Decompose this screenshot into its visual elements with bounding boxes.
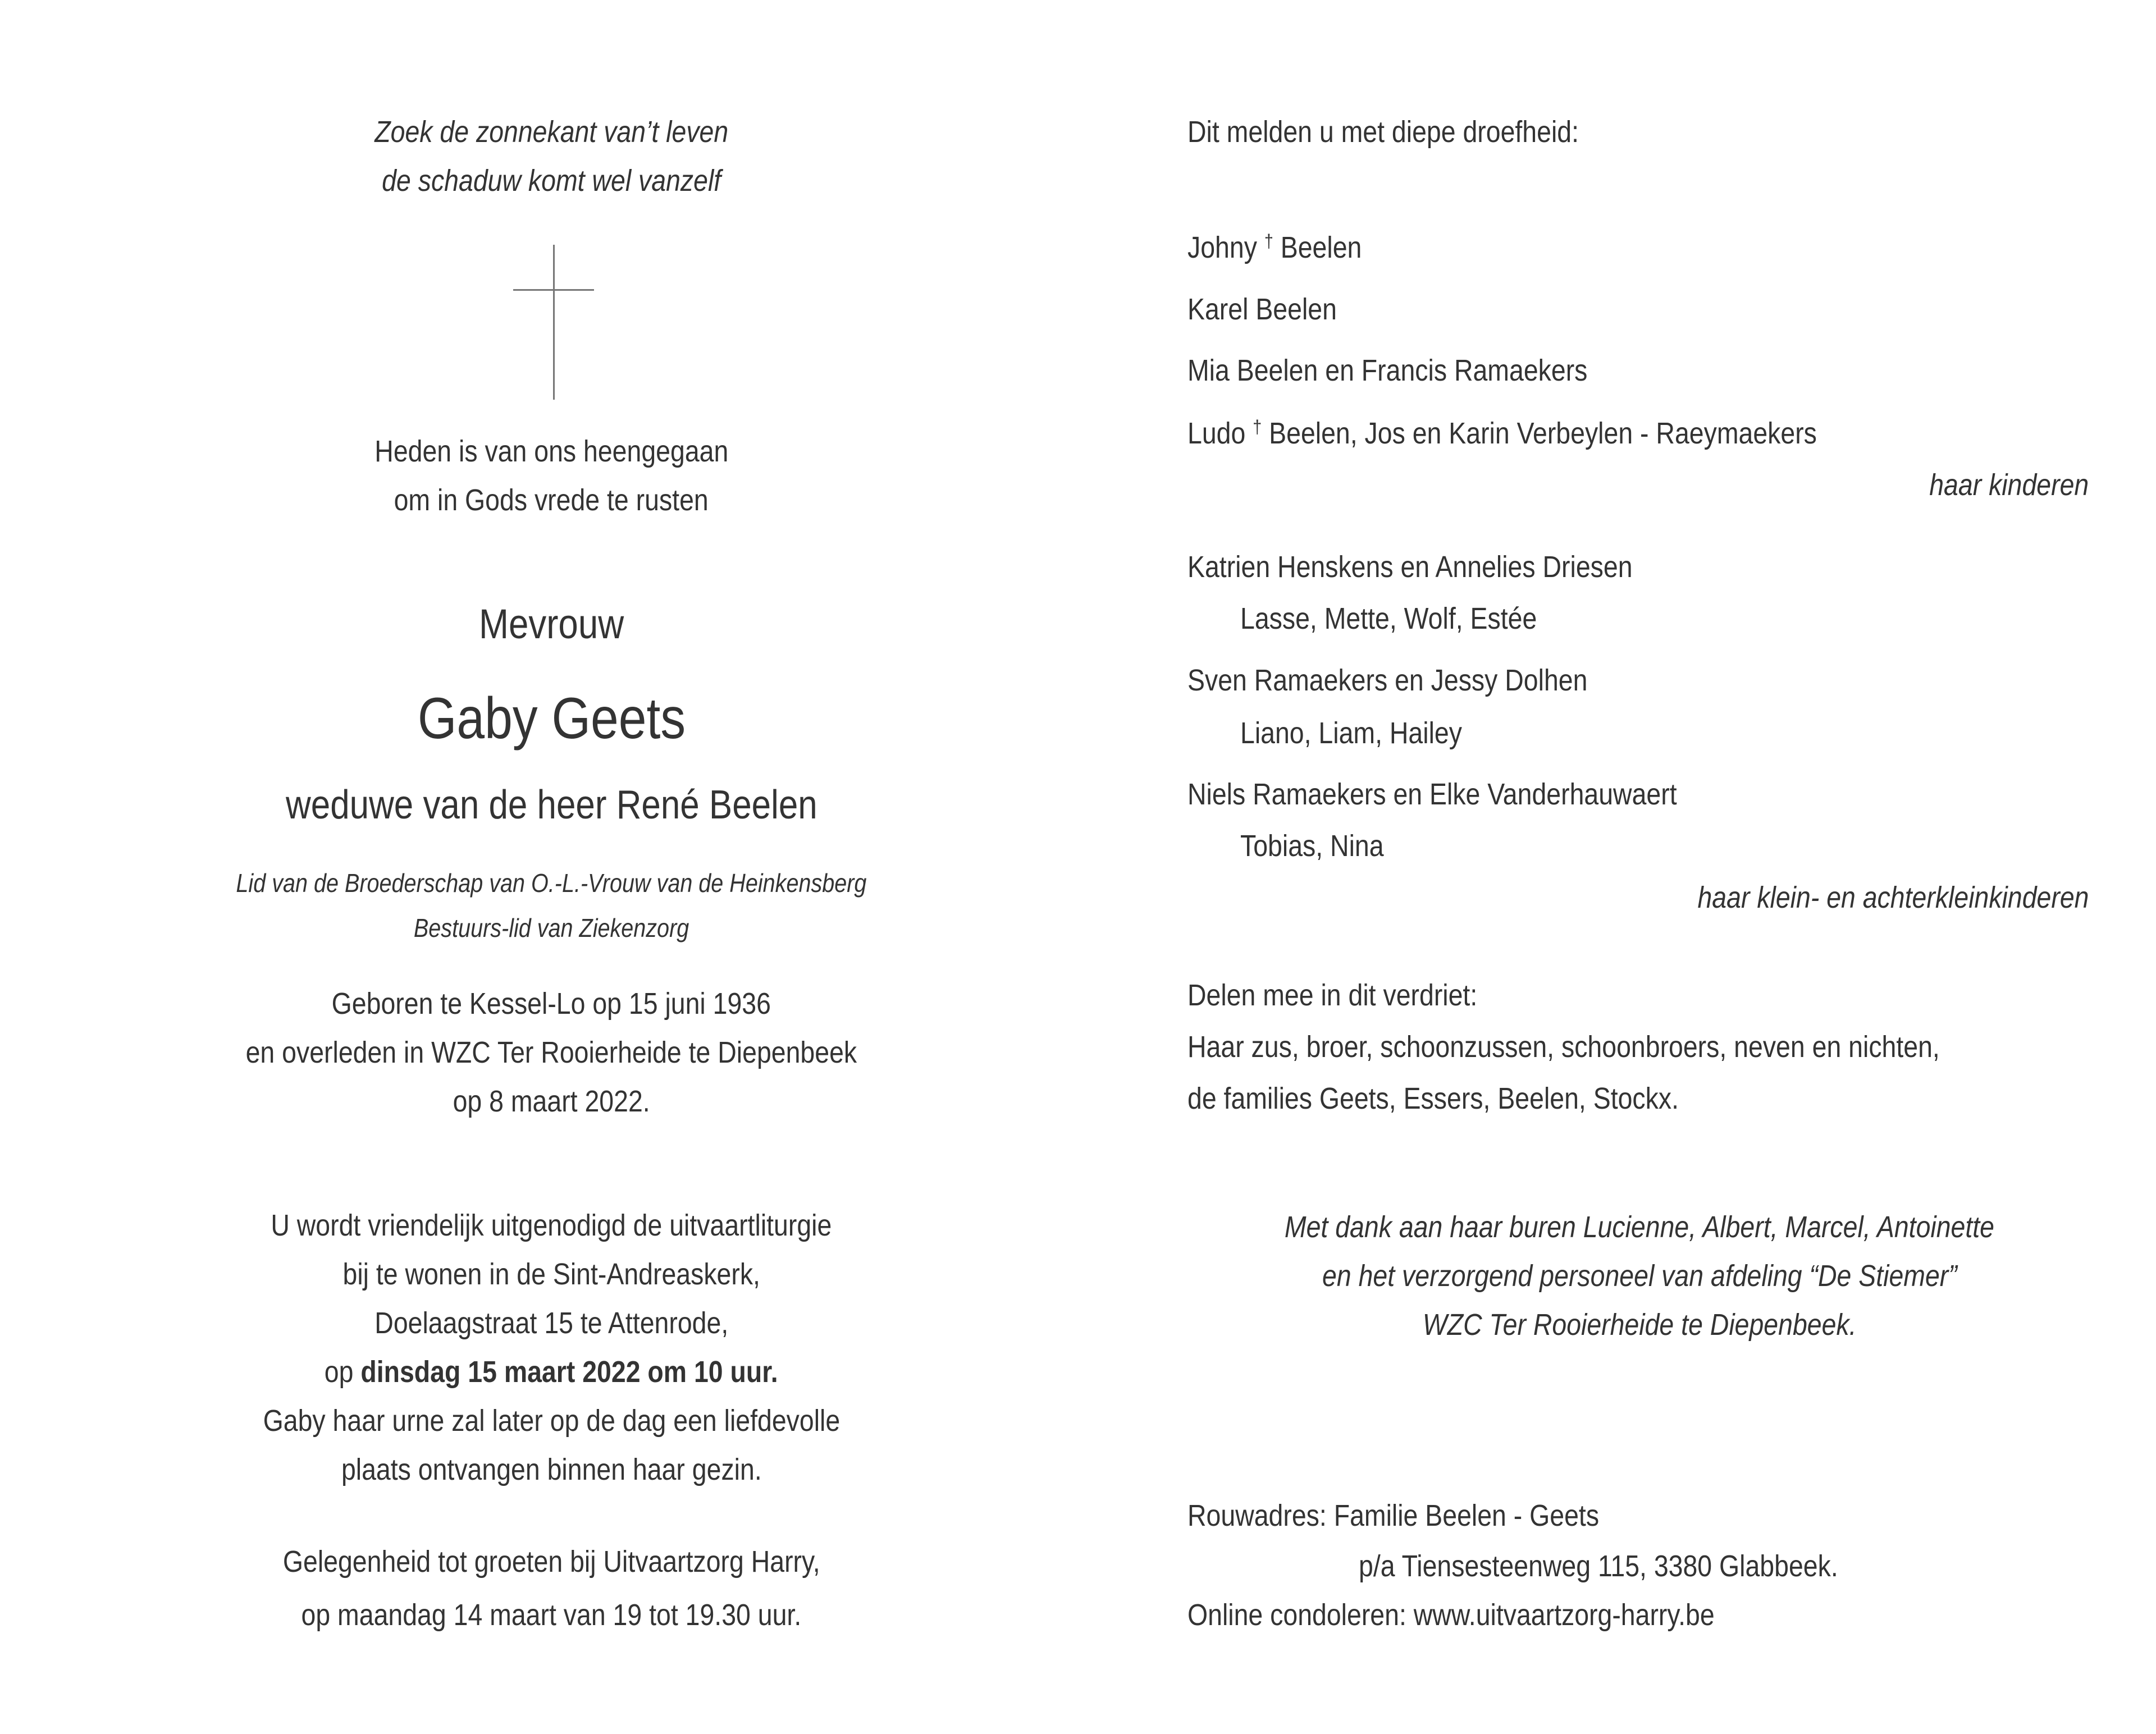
- death-line: en overleden in WZC Ter Rooierheide te Diepenbeek: [245, 1036, 857, 1069]
- death-date-line: op 8 maart 2022.: [453, 1085, 650, 1118]
- dagger-icon: †: [1253, 417, 1262, 438]
- widow-of: weduwe van de heer René Beelen: [285, 783, 817, 827]
- grandchildren-parents: Niels Ramaekers en Elke Vanderhauwaert: [1187, 777, 1677, 811]
- deceased-name: Gaby Geets: [417, 686, 686, 751]
- grandchildren-parents: Sven Ramaekers en Jessy Dolhen: [1187, 664, 1588, 697]
- funeral-datetime: [0, 1357, 1103, 1387]
- funeral-line-5: Gaby haar urne zal later op de dag een liefdevolle: [263, 1404, 840, 1438]
- funeral-line-6: plaats ontvangen binnen haar gezin.: [341, 1453, 762, 1486]
- quote-line-2: de schaduw komt wel vanzelf: [381, 164, 721, 198]
- mourning-address: Rouwadres: Familie Beelen - Geets: [1187, 1499, 1600, 1532]
- quote-line-1: Zoek de zonnekant van’t leven: [374, 115, 728, 149]
- cross-horizontal-bar: [513, 289, 594, 291]
- children-label: haar kinderen: [1929, 468, 2089, 502]
- funeral-datetime-bold: dinsdag 15 maart 2022 om 10 uur.: [360, 1355, 778, 1389]
- visitation-line-1: Gelegenheid tot groeten bij Uitvaartzorg Harry,: [282, 1545, 820, 1579]
- funeral-line-1: U wordt vriendelijk uitgenodigd de uitvaartliturgie: [271, 1209, 832, 1242]
- membership-line-1: Lid van de Broederschap van O.-L.-Vrouw van de Heinkensberg: [236, 868, 867, 898]
- child-row: Johny † Beelen: [1187, 231, 1362, 264]
- child-row: Mia Beelen en Francis Ramaekers: [1187, 354, 1588, 387]
- child-row: Karel Beelen: [1187, 292, 1337, 326]
- thanks-line-1: Met dank aan haar buren Lucienne, Albert, Marcel, Antoinette: [1284, 1210, 1995, 1244]
- thanks-line-3: WZC Ter Rooierheide te Diepenbeek.: [1422, 1308, 1857, 1342]
- visitation-line-2: op maandag 14 maart van 19 tot 19.30 uur.: [301, 1598, 802, 1632]
- grandchildren-kids: Tobias, Nina: [1240, 829, 1384, 863]
- birth-line: Geboren te Kessel-Lo op 15 juni 1936: [331, 987, 771, 1021]
- sharing-heading: Delen mee in dit verdriet:: [1187, 978, 1478, 1012]
- funeral-datetime-prefix: op: [325, 1355, 361, 1389]
- intro-line-1: Heden is van ons heengegaan: [374, 434, 729, 468]
- announcement: Dit melden u met diepe droefheid:: [1187, 115, 1579, 149]
- sharing-line-1: Haar zus, broer, schoonzussen, schoonbroers, neven en nichten,: [1187, 1030, 1940, 1064]
- cross-vertical-bar: [553, 245, 555, 400]
- sharing-line-2: de families Geets, Essers, Beelen, Stockx.: [1187, 1082, 1679, 1115]
- online-condolence-link[interactable]: Online condoleren: www.uitvaartzorg-harry.be: [1187, 1598, 1715, 1632]
- funeral-line-2: bij te wonen in de Sint-Andreaskerk,: [342, 1257, 760, 1291]
- funeral-line-3: Doelaagstraat 15 te Attenrode,: [374, 1306, 728, 1340]
- intro-line-2: om in Gods vrede te rusten: [394, 483, 709, 517]
- grandchildren-kids: Liano, Liam, Hailey: [1240, 716, 1462, 750]
- grandchildren-kids: Lasse, Mette, Wolf, Estée: [1240, 602, 1537, 635]
- salutation: Mevrouw: [478, 601, 624, 647]
- mourning-address-street: p/a Tiensesteenweg 115, 3380 Glabbeek.: [1359, 1549, 1838, 1583]
- grandchildren-label: haar klein- en achterkleinkinderen: [1697, 881, 2089, 914]
- thanks-line-2: en het verzorgend personeel van afdeling “De Stiemer”: [1322, 1259, 1957, 1293]
- dagger-icon: †: [1264, 231, 1273, 252]
- membership-line-2: Bestuurs-lid van Ziekenzorg: [413, 913, 689, 943]
- child-row: Ludo † Beelen, Jos en Karin Verbeylen - Raeymaekers: [1187, 417, 1817, 450]
- grandchildren-parents: Katrien Henskens en Annelies Driesen: [1187, 550, 1633, 584]
